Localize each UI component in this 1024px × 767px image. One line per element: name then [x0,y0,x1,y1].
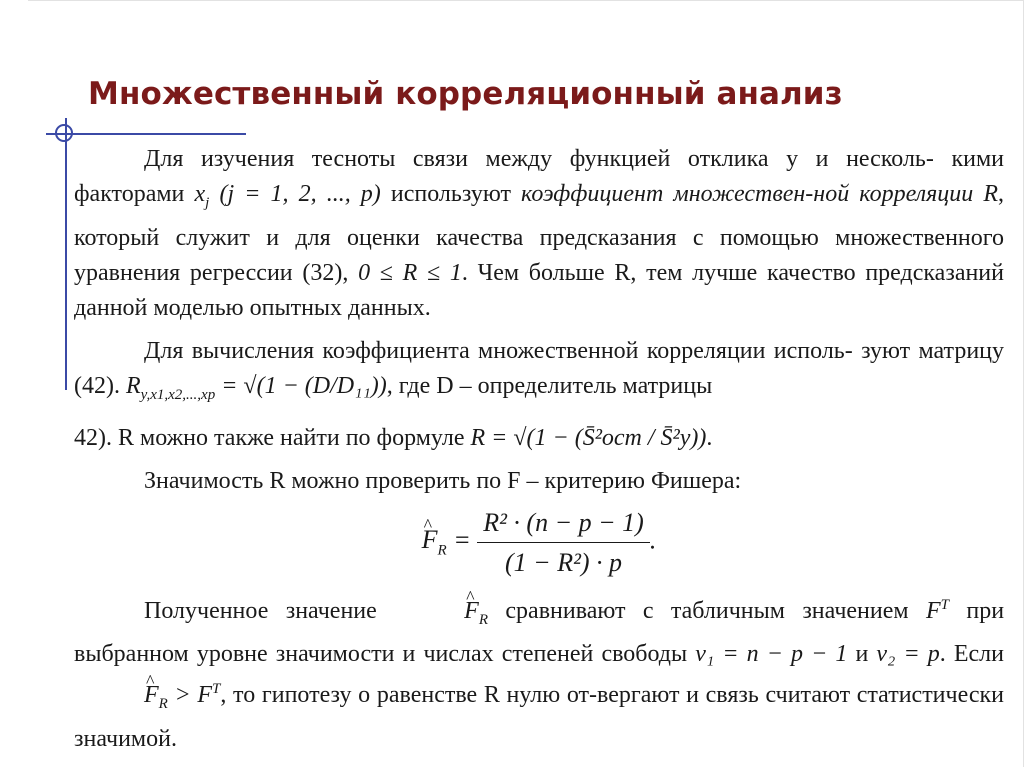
para4-t5: , то гипотезу о равенстве R нулю от-вергают и связь считают статистически значимой. [74,682,1005,753]
r-range: 0 ≤ R ≤ 1 [358,259,462,286]
para4-t3: при выбранном уровне значимости и числах степеней свободы [74,597,1005,668]
para2-text-a: Для вычисления коэффициента множественной корреляции исполь- [144,337,853,364]
para2-text-e: . [706,424,713,451]
factor-xj: $x_j$ [194,181,210,211]
decor-crosshair-circle [55,124,73,142]
fisher-denominator: (1 − R²) · p [505,547,623,577]
slide-title: Множественный корреляционный анализ [88,76,843,112]
fisher-fraction [477,505,650,580]
para1-line1: Для изучения тесноты связи между функцией отклика y и несколь- [144,146,934,172]
para1-rest: , который служит и для оценки качества предсказания с помощью множественного уравнения регрессии (32), [74,181,1005,286]
f-table: $F^T$ [925,596,949,624]
para2-text-d: 42). R можно также найти по формуле [74,424,465,451]
decor-vertical-line [65,118,67,390]
paragraph-conclusion [74,588,1004,758]
formula-r-variance: R = √(1 − (S̄²ост / S̄²y)) [470,424,707,451]
para1-uses-text: используют [390,181,511,207]
fr-compare: ^ $F_R > F^T$ [74,682,220,708]
nu1-formula: ν₁ = n − p − 1 [695,641,848,668]
para3-text: Значимость R можно проверить по F – критерию Фишера: [144,467,742,494]
decor-horizontal-line [46,133,246,135]
formula-r-determinant: $R_{y,x1,x2,...,xp} = √(1 - (D/D_{11}))$ [125,372,387,403]
para1-end: . Чем больше R, тем лучше качество предсказаний данной моделью опытных данных. [74,259,1004,321]
f-hat-symbol: ^ F [422,522,438,557]
term-multiple-correlation-r: ной корреляции R [813,181,999,207]
para4-and: и [855,641,869,668]
para1-factors-text: кими факторами [74,146,1004,207]
factor-index-range: (j = 1, 2, ..., p) [219,181,381,207]
para4-t4: . Если [939,641,1005,668]
paragraph-matrix-formula [74,334,1004,413]
para4-t1: Полученное значение [144,597,377,624]
paragraph-variance-formula [74,421,1004,456]
slide-frame-top [28,0,1024,7]
paragraph-multiple-correlation [74,142,1004,326]
para4-t2: сравнивают с табличным значением [505,597,909,624]
slide-body [74,142,1004,757]
para2-text-b: зуют матрицу (42). [74,337,1005,399]
formula-fisher-f: ^ $F_R$ = $\frac{\text{R² · (n − p − 1)}}{\text{(1 − R²) · p}}$ . [74,505,1004,580]
fisher-numerator: R² · (n − p − 1) [477,505,650,543]
term-multiple-correlation-coef: коэффициент множествен- [521,181,814,207]
paragraph-significance [74,464,1004,499]
fr-hat: ^ $F_R$ [394,598,488,624]
para2-text-c: , где D – определитель матрицы [386,372,713,399]
nu2-formula: ν₂ = p [876,641,940,668]
